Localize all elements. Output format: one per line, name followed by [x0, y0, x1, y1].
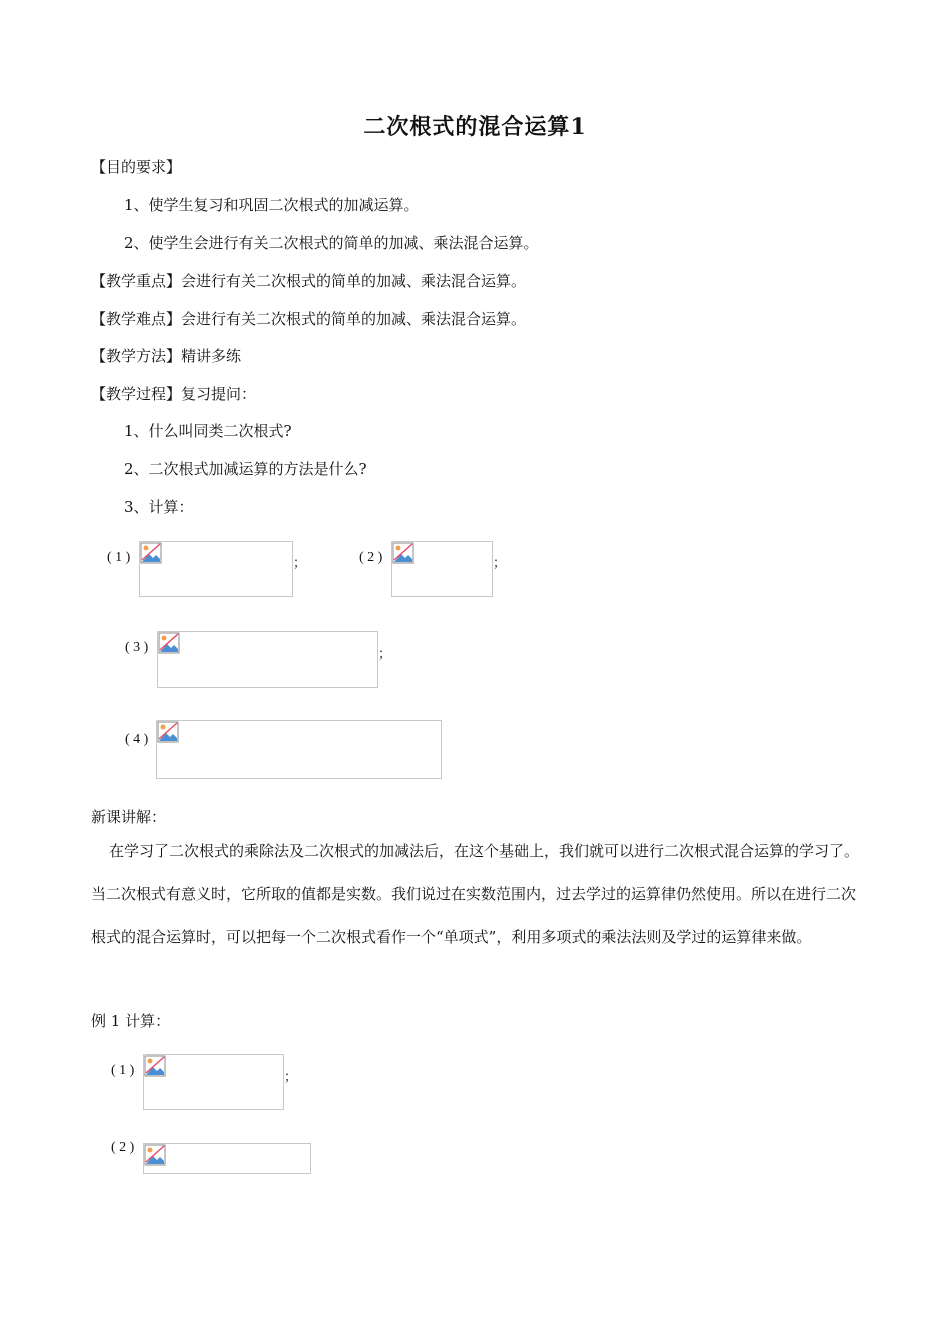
page-title: 二次根式的混合运算1	[363, 114, 587, 140]
formula-image-1	[139, 541, 293, 597]
broken-image-icon	[140, 542, 162, 564]
formula-image-4	[156, 720, 442, 779]
broken-image-icon	[144, 1055, 166, 1077]
new-lesson-paragraph: 在学习了二次根式的乘除法及二次根式的加减法后，在这个基础上，我们就可以进行二次根式混合运算的学习了。当二次根式有意义时，它所取的值都是实数。我们说过在实数范围内，过去学过的运算律仍然使用。所以在进行二次根式的混合运算时，可以把每一个二次根式看作一个“单项式”，利用多项式的乘法法则及学过的运算律来做。	[91, 842, 860, 946]
semicolon: ；	[284, 1070, 298, 1085]
calc-label-2: ( 2 )	[359, 550, 383, 565]
calc-label-4: ( 4 )	[125, 732, 149, 747]
example-1-header: 例 1 计算：	[91, 1012, 171, 1030]
semicolon: ；	[378, 647, 392, 662]
formula-image-2	[391, 541, 493, 597]
goal-header: 【目的要求】	[91, 158, 182, 176]
teaching-method: 【教学方法】精讲多练	[91, 347, 242, 365]
example-formula-1	[143, 1054, 284, 1110]
review-question-3: 3、计算：	[124, 498, 194, 516]
semicolon: ；	[293, 556, 307, 571]
key-point: 【教学重点】会进行有关二次根式的简单的加减、乘法混合运算。	[91, 272, 527, 290]
broken-image-icon	[392, 542, 414, 564]
review-question-1: 1、什么叫同类二次根式?	[124, 422, 292, 440]
broken-image-icon	[144, 1144, 166, 1166]
calc-label-1: ( 1 )	[107, 550, 131, 565]
example-label-2: ( 2 )	[111, 1140, 135, 1155]
new-lesson-header: 新课讲解：	[91, 808, 167, 826]
review-question-2: 2、二次根式加减运算的方法是什么?	[124, 460, 367, 478]
example-formula-2	[143, 1143, 311, 1174]
broken-image-icon	[158, 632, 180, 654]
formula-image-3	[157, 631, 378, 688]
broken-image-icon	[157, 721, 179, 743]
goal-item-2: 2、使学生会进行有关二次根式的简单的加减、乘法混合运算。	[124, 234, 539, 252]
semicolon: ；	[493, 556, 507, 571]
calc-label-3: ( 3 )	[125, 640, 149, 655]
teaching-process: 【教学过程】复习提问：	[91, 385, 257, 403]
difficulty: 【教学难点】会进行有关二次根式的简单的加减、乘法混合运算。	[91, 310, 527, 328]
goal-item-1: 1、使学生复习和巩固二次根式的加减运算。	[124, 196, 419, 214]
example-label-1: ( 1 )	[111, 1063, 135, 1078]
